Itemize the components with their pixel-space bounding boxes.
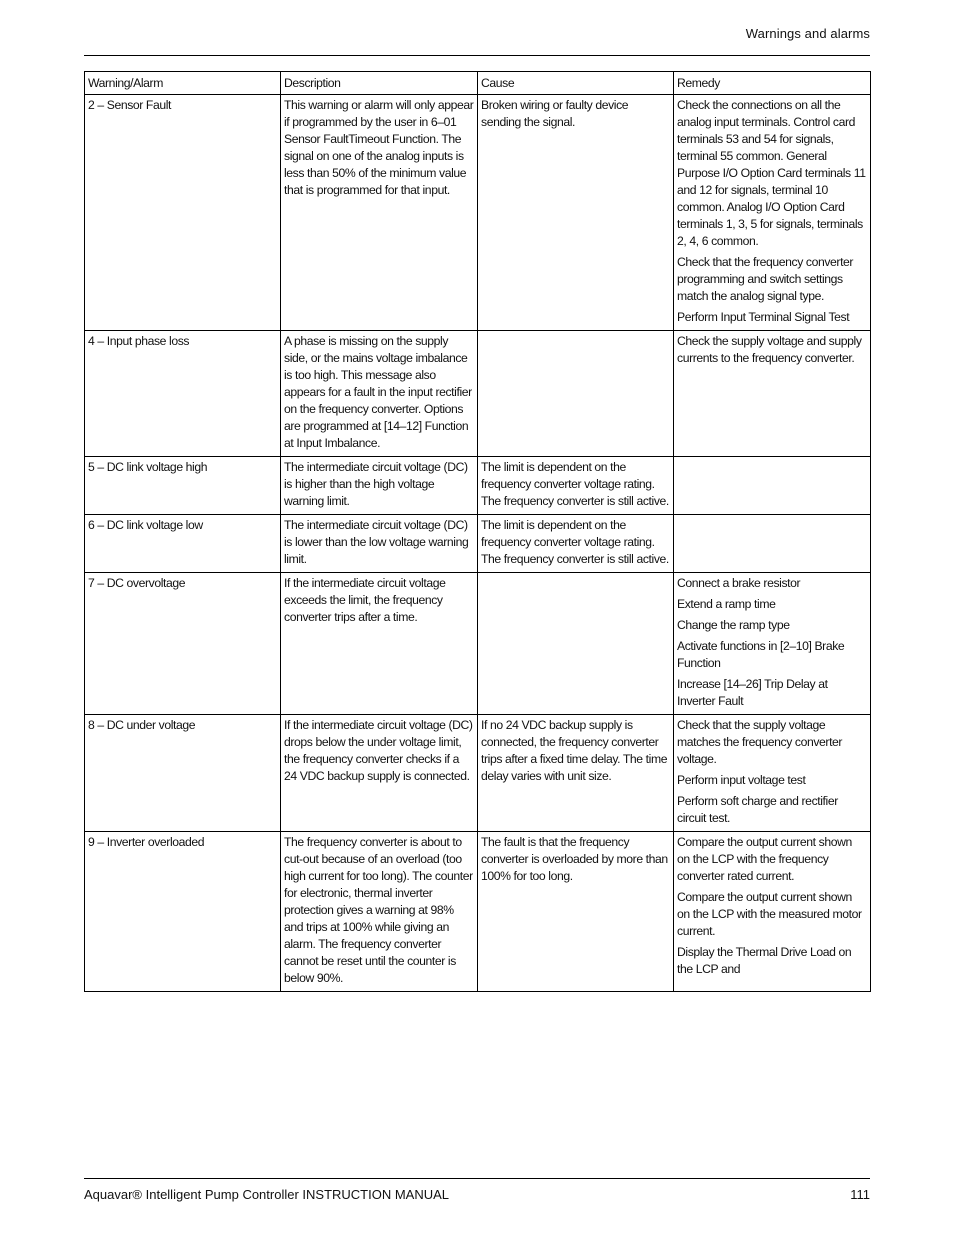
remedy-step: Extend a ramp time bbox=[677, 597, 776, 611]
table-row bbox=[85, 515, 871, 573]
column-header-remedy: Remedy bbox=[674, 72, 871, 95]
warning-cell: 4 – Input phase loss bbox=[85, 331, 281, 457]
remedy-step: Check the supply voltage and supply currents to the frequency converter. bbox=[677, 334, 862, 365]
description-cell: The intermediate circuit voltage (DC) is higher than the high voltage warning limit. bbox=[281, 457, 478, 515]
cause-cell: If no 24 VDC backup supply is connected, the frequency converter trips after a fixed time delay. The time delay varies with unit size. bbox=[478, 715, 674, 832]
warnings-alarms-table bbox=[84, 71, 871, 992]
remedy-cell bbox=[674, 515, 871, 573]
remedy-step: Check that the supply voltage matches the frequency converter voltage. bbox=[677, 718, 843, 766]
table-row bbox=[85, 331, 871, 457]
remedy-step: Increase [14–26] Trip Delay at Inverter Fault bbox=[677, 677, 828, 708]
warning-cell: 5 – DC link voltage high bbox=[85, 457, 281, 515]
remedy-cell bbox=[674, 573, 871, 715]
description-cell: A phase is missing on the supply side, or the mains voltage imbalance is too high. This message also appears for a fault in the input rectifier on the frequency converter. Options are programmed at [14–12] Function at Input Imbalance. bbox=[281, 331, 478, 457]
remedy-step: Connect a brake resistor bbox=[677, 576, 801, 590]
table-row bbox=[85, 95, 871, 331]
cause-cell: The limit is dependent on the frequency converter voltage rating. The frequency converter is still active. bbox=[478, 457, 674, 515]
remedy-cell bbox=[674, 331, 871, 457]
column-header-cause: Cause bbox=[478, 72, 674, 95]
footer-manual-title: Aquavar® Intelligent Pump Controller INSTRUCTION MANUAL bbox=[84, 1187, 450, 1202]
warning-cell: 8 – DC under voltage bbox=[85, 715, 281, 832]
remedy-cell bbox=[674, 95, 871, 331]
warning-cell: 9 – Inverter overloaded bbox=[85, 832, 281, 992]
column-header-description: Description bbox=[281, 72, 478, 95]
table-row bbox=[85, 832, 871, 992]
cause-cell: Broken wiring or faulty device sending the signal. bbox=[478, 95, 674, 331]
cause-cell bbox=[478, 331, 674, 457]
warning-cell: 2 – Sensor Fault bbox=[85, 95, 281, 331]
table-row bbox=[85, 457, 871, 515]
remedy-step: Check that the frequency converter programming and switch settings match the analog signal type. bbox=[677, 255, 854, 303]
warning-cell: 6 – DC link voltage low bbox=[85, 515, 281, 573]
cause-cell: The limit is dependent on the frequency converter voltage rating. The frequency converter is still active. bbox=[478, 515, 674, 573]
remedy-step: Display the Thermal Drive Load on the LCP and bbox=[677, 945, 852, 976]
description-cell: This warning or alarm will only appear if programmed by the user in 6–01 Sensor FaultTimeout Function. The signal on one of the analog inputs is less than 50% of the minimum value that is programmed for that input. bbox=[281, 95, 478, 331]
remedy-step: Change the ramp type bbox=[677, 618, 790, 632]
cause-cell: The fault is that the frequency converter is overloaded by more than 100% for too long. bbox=[478, 832, 674, 992]
description-cell: The frequency converter is about to cut-out because of an overload (too high current for too long). The counter for electronic, thermal inverter protection gives a warning at 98% and trips at 100% while giving an alarm. The frequency converter cannot be reset until the counter is below 90%. bbox=[281, 832, 478, 992]
description-cell: If the intermediate circuit voltage exceeds the limit, the frequency converter trips after a time. bbox=[281, 573, 478, 715]
description-cell: If the intermediate circuit voltage (DC) drops below the under voltage limit, the frequency converter checks if a 24 VDC backup supply is connected. bbox=[281, 715, 478, 832]
cause-cell bbox=[478, 573, 674, 715]
table-row bbox=[85, 715, 871, 832]
page-number: 111 bbox=[850, 1187, 870, 1202]
remedy-step: Compare the output current shown on the LCP with the measured motor current. bbox=[677, 890, 862, 938]
remedy-step: Check the connections on all the analog input terminals. Control card terminals 53 and 54 for signals, terminal 55 common. General Purpose I/O Option Card terminals 11 and 12 for signals, terminal 10 common. Analog I/O Option Card terminals 1, 3, 5 for signals, terminals 2, 4, 6 common. bbox=[677, 98, 866, 248]
remedy-cell bbox=[674, 457, 871, 515]
table-header-row bbox=[85, 72, 871, 95]
warning-cell: 7 – DC overvoltage bbox=[85, 573, 281, 715]
footer-divider bbox=[84, 1178, 870, 1179]
header-divider bbox=[84, 55, 870, 56]
column-header-warning: Warning/Alarm bbox=[85, 72, 281, 95]
table-row bbox=[85, 573, 871, 715]
remedy-step: Activate functions in [2–10] Brake Function bbox=[677, 639, 845, 670]
remedy-step: Perform Input Terminal Signal Test bbox=[677, 310, 850, 324]
remedy-step: Perform input voltage test bbox=[677, 773, 806, 787]
remedy-cell bbox=[674, 832, 871, 992]
remedy-step: Compare the output current shown on the LCP with the frequency converter rated current. bbox=[677, 835, 852, 883]
description-cell: The intermediate circuit voltage (DC) is lower than the low voltage warning limit. bbox=[281, 515, 478, 573]
remedy-step: Perform soft charge and rectifier circuit test. bbox=[677, 794, 838, 825]
remedy-cell bbox=[674, 715, 871, 832]
running-header: Warnings and alarms bbox=[745, 26, 870, 41]
